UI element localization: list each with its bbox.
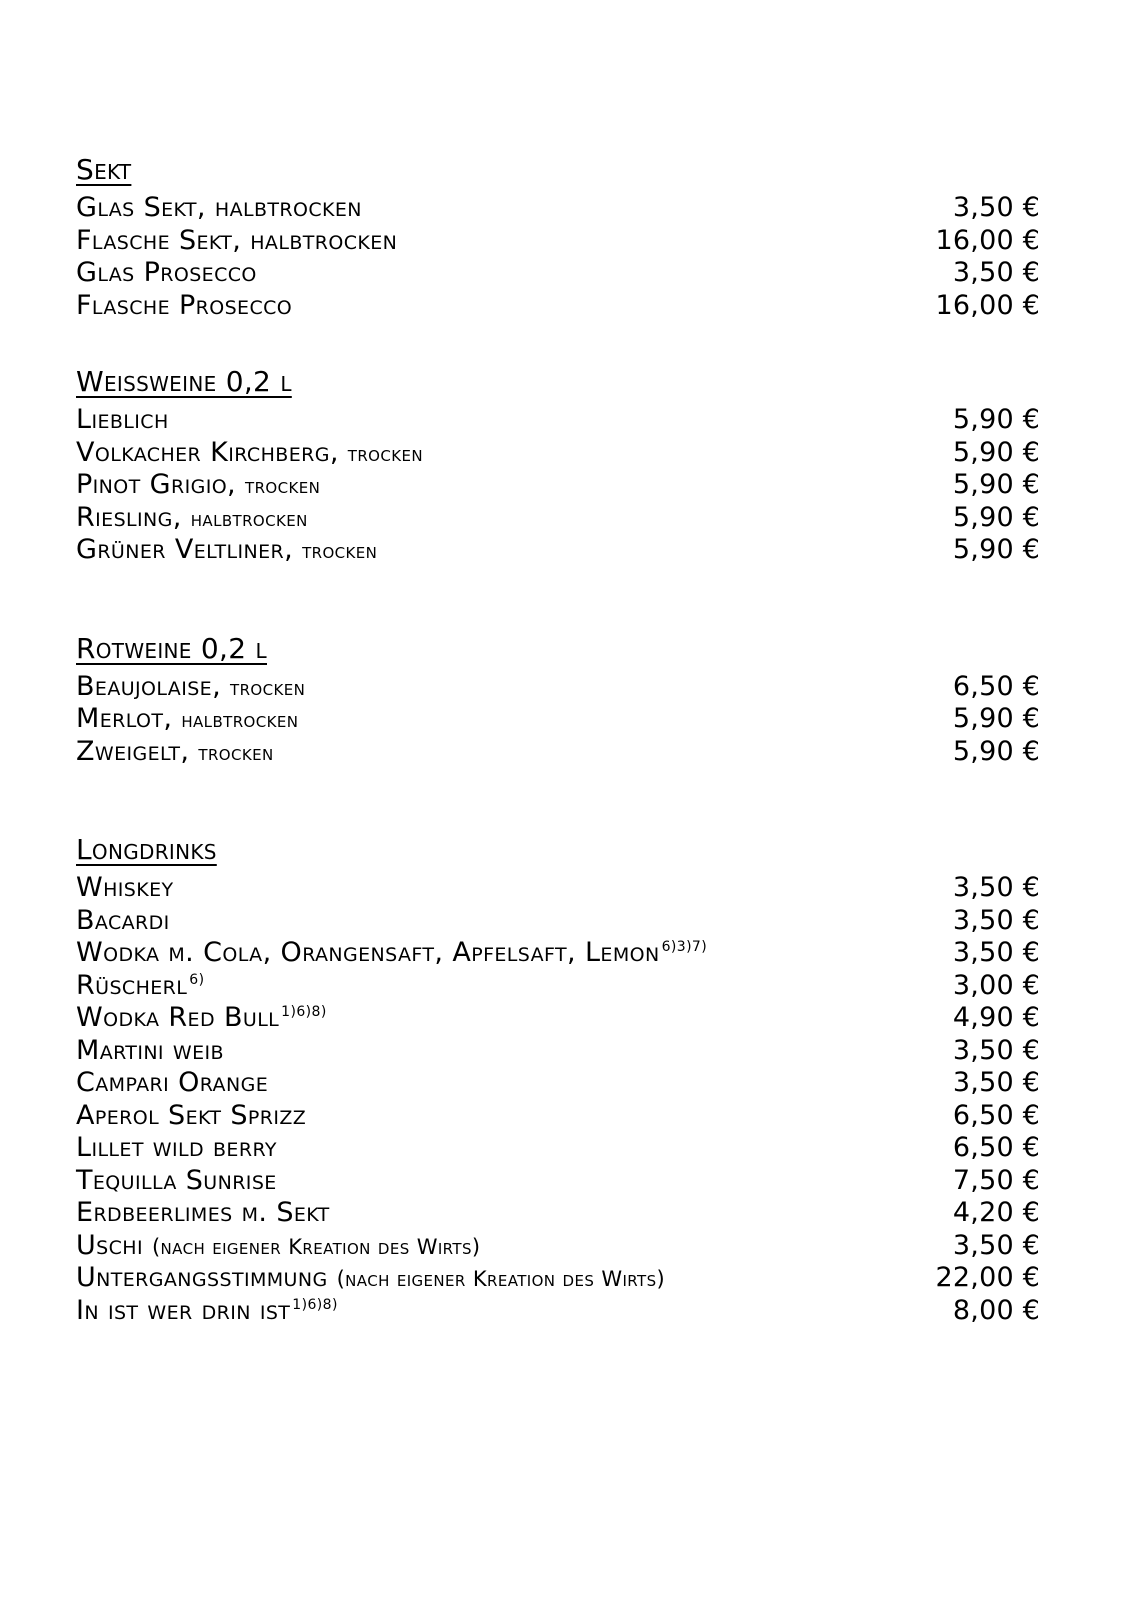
item-name-wrap xyxy=(76,502,308,536)
item-name-wrap xyxy=(76,1067,268,1100)
item-note: (nach eigener Kreation des Wirts) xyxy=(151,1234,481,1259)
item-price: 6,50 € xyxy=(952,670,1040,702)
item-price: 6,50 € xyxy=(952,1132,1040,1163)
item-name-wrap xyxy=(76,1035,224,1068)
menu-item xyxy=(76,703,1040,736)
item-name: Wodka Red Bull xyxy=(76,1002,280,1033)
item-name: Wodka m. Cola, Orangensaft, Apfelsaft, Lemon xyxy=(76,937,660,968)
item-name-wrap xyxy=(76,1230,480,1264)
item-name-wrap xyxy=(76,1002,327,1035)
menu-item xyxy=(76,1230,1040,1263)
item-price: 3,50 € xyxy=(952,1229,1040,1261)
item-name-wrap xyxy=(76,534,377,568)
item-note: (nach eigener Kreation des Wirts) xyxy=(336,1267,666,1291)
menu-item xyxy=(76,736,1040,769)
item-name-wrap xyxy=(76,1262,665,1296)
menu-item xyxy=(76,671,1040,704)
item-name-wrap xyxy=(76,192,362,225)
menu-item xyxy=(76,1002,1040,1035)
item-name-wrap xyxy=(76,671,305,705)
item-footnote: 1)6)8) xyxy=(281,1004,327,1020)
section-weissweine xyxy=(76,362,1040,567)
item-name-wrap xyxy=(76,736,274,770)
drinks-menu xyxy=(76,150,1040,1327)
menu-item xyxy=(76,469,1040,502)
menu-item xyxy=(76,937,1040,970)
item-name-wrap xyxy=(76,905,170,938)
menu-item xyxy=(76,502,1040,535)
item-name-wrap xyxy=(76,1197,330,1230)
item-price: 22,00 € xyxy=(935,1262,1040,1293)
item-price: 3,50 € xyxy=(952,904,1040,936)
item-name-wrap xyxy=(76,1165,277,1198)
section-sekt xyxy=(76,150,1040,322)
item-name-wrap xyxy=(76,1295,338,1328)
menu-item xyxy=(76,1100,1040,1133)
item-name: Zweigelt, xyxy=(76,735,190,767)
section-title: Sekt xyxy=(76,153,132,186)
item-price: 5,90 € xyxy=(952,469,1040,500)
item-name-wrap xyxy=(76,937,707,970)
item-name: Merlot, xyxy=(76,703,173,734)
item-price: 6,50 € xyxy=(952,1099,1040,1131)
item-footnote: 6) xyxy=(189,971,205,988)
item-price: 5,90 € xyxy=(952,703,1040,734)
item-name: Lieblich xyxy=(76,404,169,435)
item-name-wrap xyxy=(76,469,320,503)
item-price: 3,50 € xyxy=(952,257,1040,288)
item-price: 4,90 € xyxy=(952,1002,1040,1033)
item-name-wrap xyxy=(76,970,204,1003)
menu-item xyxy=(76,1035,1040,1068)
item-price: 8,00 € xyxy=(952,1294,1040,1326)
menu-item xyxy=(76,1165,1040,1198)
menu-item xyxy=(76,1197,1040,1230)
item-name: Beaujolaise, xyxy=(76,670,222,702)
section-rotweine xyxy=(76,629,1040,769)
item-name: Whiskey xyxy=(76,872,174,903)
item-note: trocken xyxy=(347,441,423,466)
item-note: halbtrocken xyxy=(181,708,299,732)
menu-item xyxy=(76,970,1040,1003)
item-name-wrap xyxy=(76,703,298,737)
item-name-wrap xyxy=(76,1132,277,1165)
item-name-wrap xyxy=(76,872,174,905)
menu-item xyxy=(76,872,1040,905)
item-name-wrap xyxy=(76,225,397,258)
menu-item xyxy=(76,192,1040,225)
item-name: Campari Orange xyxy=(76,1067,269,1098)
item-note: trocken xyxy=(198,740,274,765)
item-price: 3,50 € xyxy=(952,1067,1040,1098)
item-name: In ist wer drin ist xyxy=(76,1294,291,1326)
item-name: Pinot Grigio, xyxy=(76,469,237,500)
menu-item xyxy=(76,1132,1040,1165)
item-name: Martini weiβ xyxy=(76,1034,224,1066)
item-price: 5,90 € xyxy=(952,501,1040,533)
item-note: trocken xyxy=(245,474,321,498)
item-name: Uschi xyxy=(76,1229,143,1261)
section-title: Longdrinks xyxy=(76,833,217,866)
item-list xyxy=(76,404,1040,567)
menu-item xyxy=(76,1295,1040,1328)
menu-item xyxy=(76,225,1040,258)
section-longdrinks xyxy=(76,830,1040,1327)
item-footnote: 6)3)7) xyxy=(661,939,708,955)
item-name-wrap xyxy=(76,290,292,323)
item-list xyxy=(76,671,1040,769)
item-price: 3,50 € xyxy=(952,937,1040,968)
item-name: Glas Prosecco xyxy=(76,257,257,288)
item-price: 5,90 € xyxy=(952,436,1040,468)
item-name-wrap xyxy=(76,437,423,471)
item-price: 5,90 € xyxy=(952,404,1040,435)
item-name-wrap xyxy=(76,404,169,437)
menu-item xyxy=(76,905,1040,938)
item-price: 5,90 € xyxy=(952,735,1040,767)
item-note: trocken xyxy=(302,539,378,563)
item-name-wrap xyxy=(76,1100,306,1133)
item-name: Bacardi xyxy=(76,904,170,936)
item-name: Erdbeerlimes m. Sekt xyxy=(76,1197,330,1228)
menu-item xyxy=(76,1262,1040,1295)
menu-item xyxy=(76,1067,1040,1100)
item-name: Riesling, xyxy=(76,501,182,533)
item-name-wrap xyxy=(76,257,257,290)
item-name: Rüscherl xyxy=(76,969,188,1001)
item-name: Flasche Sekt, halbtrocken xyxy=(76,224,398,256)
item-footnote: 1)6)8) xyxy=(292,1296,338,1313)
item-price: 16,00 € xyxy=(935,289,1040,321)
menu-item xyxy=(76,534,1040,567)
item-name: Volkacher Kirchberg, xyxy=(76,436,339,468)
section-title: Weissweine 0,2 l xyxy=(76,365,292,398)
item-price: 16,00 € xyxy=(935,224,1040,256)
item-list xyxy=(76,872,1040,1327)
item-price: 3,50 € xyxy=(952,872,1040,903)
item-name: Aperol Sekt Sprizz xyxy=(76,1099,307,1131)
item-price: 3,50 € xyxy=(952,1034,1040,1066)
item-note: halbtrocken xyxy=(190,506,308,531)
menu-item xyxy=(76,257,1040,290)
menu-item xyxy=(76,404,1040,437)
menu-item xyxy=(76,437,1040,470)
item-name: Untergangsstimmung xyxy=(76,1262,328,1293)
item-list xyxy=(76,192,1040,322)
item-name: Lillet wild berry xyxy=(76,1132,277,1163)
section-title: Rotweine 0,2 l xyxy=(76,631,267,665)
item-price: 4,20 € xyxy=(952,1197,1040,1228)
item-name: Flasche Prosecco xyxy=(76,289,293,321)
menu-item xyxy=(76,290,1040,323)
item-name: Tequilla Sunrise xyxy=(76,1164,277,1196)
item-price: 3,00 € xyxy=(952,969,1040,1001)
item-price: 5,90 € xyxy=(952,534,1040,565)
item-name: Grüner Veltliner, xyxy=(76,534,294,565)
item-name: Glas Sekt, halbtrocken xyxy=(76,192,362,223)
item-note: trocken xyxy=(230,675,306,700)
item-price: 7,50 € xyxy=(952,1164,1040,1196)
item-price: 3,50 € xyxy=(952,192,1040,223)
